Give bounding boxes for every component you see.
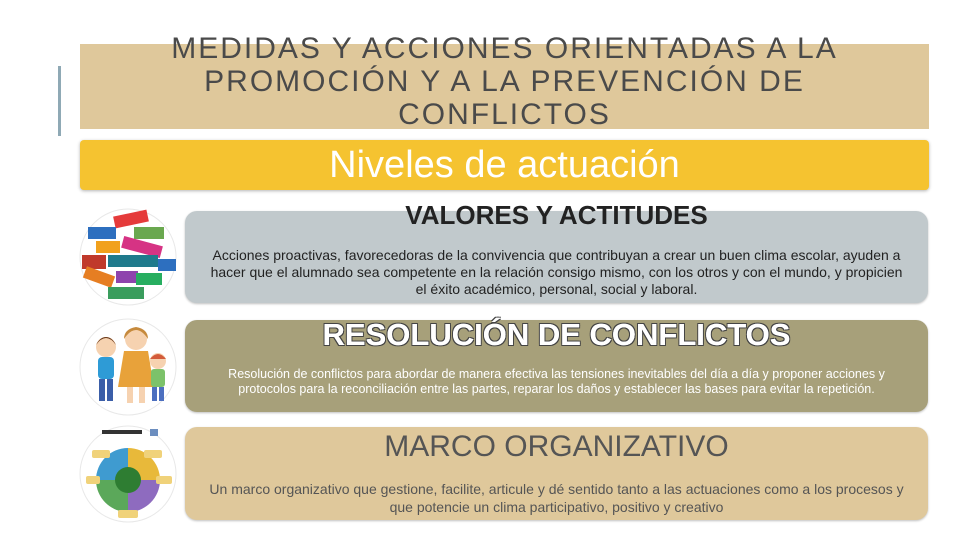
organization-description: Un marco organizativo que gestione, facilite, articule y dé sentido tanto a las actuaciones como a los procesos y que potencie un clima participativo, positivo y creativo [209, 481, 904, 515]
values-word-collage-image [78, 207, 178, 307]
title-line-2: PROMOCIÓN Y A LA PREVENCIÓN DE [204, 65, 805, 98]
children-hugging-illustration [78, 317, 178, 417]
values-heading: VALORES Y ACTITUDES [405, 200, 708, 230]
values-description: Acciones proactivas, favorecedoras de la convivencia que contribuyan a crear un buen clima escolar, ayuden a hacer que el alumnado sea competente en la relación consigo mismo, con los otros y con el mundo, y propicien el éxito académico, personal, social y laboral. [210, 247, 903, 297]
title-line-1: MEDIDAS Y ACCIONES ORIENTADAS A LA [171, 32, 838, 65]
conflicts-heading: RESOLUCIÓN DE CONFLICTOS [322, 317, 791, 352]
organizational-culture-diagram [78, 424, 178, 524]
levels-heading: Niveles de actuación [329, 144, 680, 186]
conflicts-description: Resolución de conflictos para abordar de manera efectiva las tensiones inevitables del día a día y proponer acciones y protocolos para la reconciliación entre las partes, reparar los daños y establecer las bases para evitar la repetición. [228, 367, 885, 396]
title-accent-bar [58, 66, 61, 136]
slide-title [80, 32, 929, 131]
organization-heading: MARCO ORGANIZATIVO [384, 430, 729, 463]
title-line-3: CONFLICTOS [398, 98, 611, 131]
